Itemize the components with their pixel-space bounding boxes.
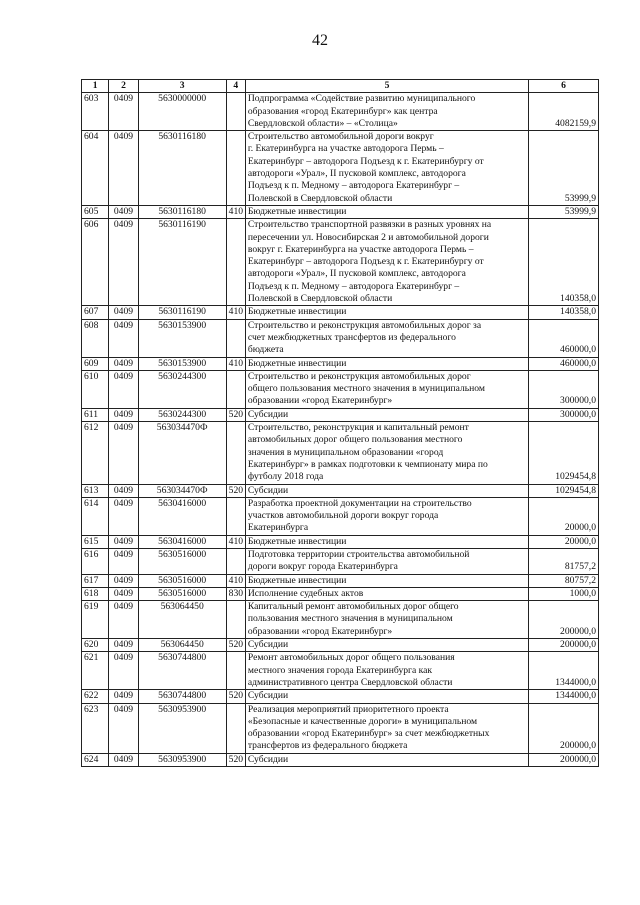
row-amount: 200000,0 [529,703,599,753]
row-description-line: Подготовка территории строительства автомобильной [247,548,470,560]
row-target-article-code: 563034470Ф [138,484,226,497]
row-amount: 1344000,0 [529,652,599,690]
row-expense-type-code: 410 [226,535,245,548]
table-row [82,639,599,652]
row-description [245,484,528,497]
row-number: 605 [82,205,109,218]
row-expense-type-code: 410 [226,306,245,319]
row-target-article-code: 5630516000 [138,587,226,600]
row-amount: 20000,0 [529,497,599,535]
row-description-line: Подъезд к п. Медному – автодорога Екатеринбург – [247,280,460,292]
row-section-code: 0409 [109,484,138,497]
row-amount: 200000,0 [529,639,599,652]
row-description-line: Подпрограмма «Содействие развитию муниципального [247,93,476,105]
table-row [82,319,599,357]
row-section-code: 0409 [109,131,138,206]
row-number: 618 [82,587,109,600]
row-description-line: участков автомобильной дороги вокруг города [247,510,439,522]
row-description-line: автомобильных дорог общего пользования местного [247,434,463,446]
row-amount: 140358,0 [529,219,599,306]
row-description [245,306,528,319]
row-target-article-code: 5630416000 [138,497,226,535]
row-description-line: образовании «город Екатеринбург» за счет межбюджетных [247,728,490,740]
row-description-line: Субсидии [247,690,289,702]
row-description [245,601,528,639]
row-target-article-code: 5630953900 [138,753,226,766]
row-description [245,408,528,421]
row-description-line: бюджета [247,344,284,356]
row-description-line: трансфертов из федерального бюджета [247,740,408,752]
header-col-5: 5 [245,80,528,93]
row-target-article-code: 5630516000 [138,574,226,587]
row-target-article-code: 5630744800 [138,690,226,703]
row-description-line: Бюджетные инвестиции [247,357,347,369]
row-section-code: 0409 [109,357,138,370]
row-target-article-code: 5630244300 [138,408,226,421]
row-expense-type-code [226,548,245,574]
budget-table [81,79,599,767]
table-row [82,574,599,587]
row-expense-type-code [226,703,245,753]
row-description [245,535,528,548]
row-expense-type-code: 830 [226,587,245,600]
row-description [245,219,528,306]
table-row [82,535,599,548]
row-description [245,131,528,206]
row-description [245,574,528,587]
table-row [82,205,599,218]
row-amount: 1029454,8 [529,422,599,484]
row-description-line: Субсидии [247,484,289,496]
row-description-line: Бюджетные инвестиции [247,205,347,217]
row-expense-type-code: 520 [226,690,245,703]
table-row [82,93,599,131]
row-description-line: Субсидии [247,753,289,765]
row-number: 611 [82,408,109,421]
row-description [245,652,528,690]
row-section-code: 0409 [109,601,138,639]
row-section-code: 0409 [109,548,138,574]
row-section-code: 0409 [109,652,138,690]
row-number: 616 [82,548,109,574]
row-description-line: Капитальный ремонт автомобильных дорог общего [247,601,459,613]
table-row [82,219,599,306]
row-description-line: Бюджетные инвестиции [247,535,347,547]
row-description-line: автодороги «Урал», II пусковой комплекс, автодорога [247,168,466,180]
row-amount: 140358,0 [529,306,599,319]
row-expense-type-code [226,319,245,357]
row-target-article-code: 5630116190 [138,219,226,306]
row-description-line: автодороги «Урал», II пусковой комплекс, автодорога [247,268,466,280]
table-row [82,690,599,703]
row-description-line: значения в муниципальном образовании «город [247,446,444,458]
row-amount: 200000,0 [529,601,599,639]
table-row [82,497,599,535]
row-description-line: Строительство и реконструкция автомобильных дорог [247,370,471,382]
row-description-line: Исполнение судебных актов [247,587,364,599]
row-section-code: 0409 [109,753,138,766]
row-target-article-code: 5630116190 [138,306,226,319]
row-expense-type-code [226,422,245,484]
row-amount: 460000,0 [529,357,599,370]
row-description-line: административного центра Свердловской области [247,676,453,688]
row-target-article-code: 563064450 [138,601,226,639]
row-section-code: 0409 [109,497,138,535]
row-description [245,753,528,766]
table-row [82,408,599,421]
row-number: 608 [82,319,109,357]
row-target-article-code: 5630153900 [138,357,226,370]
row-expense-type-code: 410 [226,205,245,218]
row-description-line: Екатеринбург – автодорога Подъезд к г. Екатеринбургу от [247,155,484,167]
row-description-line: Екатеринбург» в рамках подготовки к чемпионату мира по [247,458,488,470]
row-target-article-code: 563034470Ф [138,422,226,484]
row-description-line: Субсидии [247,408,289,420]
row-description-line: образовании «город Екатеринбург» [247,625,393,637]
table-row [82,753,599,766]
row-description [245,548,528,574]
table-row [82,306,599,319]
row-description-line: пользования местного значения в муниципальном [247,613,453,625]
row-number: 614 [82,497,109,535]
row-number: 609 [82,357,109,370]
row-target-article-code: 5630416000 [138,535,226,548]
row-number: 610 [82,370,109,408]
row-number: 613 [82,484,109,497]
row-description [245,422,528,484]
row-amount: 20000,0 [529,535,599,548]
row-description-line: Бюджетные инвестиции [247,574,347,586]
row-description [245,370,528,408]
row-description-line: Екатеринбург – автодорога Подъезд к г. Екатеринбургу от [247,256,484,268]
row-amount: 1344000,0 [529,690,599,703]
row-target-article-code: 5630116180 [138,205,226,218]
table-row [82,548,599,574]
row-number: 603 [82,93,109,131]
row-description-line: образования «город Екатеринбург» как центра [247,105,438,117]
row-number: 622 [82,690,109,703]
row-section-code: 0409 [109,306,138,319]
row-description [245,319,528,357]
row-target-article-code: 5630244300 [138,370,226,408]
header-col-3: 3 [138,80,226,93]
row-description [245,639,528,652]
page-number: 42 [312,32,328,49]
row-section-code: 0409 [109,408,138,421]
row-target-article-code: 5630153900 [138,319,226,357]
row-amount: 200000,0 [529,753,599,766]
row-target-article-code: 563064450 [138,639,226,652]
row-description-line: Полевской в Свердловской области [247,293,393,305]
row-description [245,497,528,535]
table-row [82,131,599,206]
row-target-article-code: 5630953900 [138,703,226,753]
row-description [245,93,528,131]
row-description-line: Строительство транспортной развязки в разных уровнях на [247,219,492,231]
table-row [82,703,599,753]
row-expense-type-code: 520 [226,408,245,421]
row-description-line: Реализация мероприятий приоритетного проекта [247,703,449,715]
row-description-line: г. Екатеринбурга на участке автодорога Пермь – [247,143,444,155]
row-amount: 460000,0 [529,319,599,357]
row-section-code: 0409 [109,93,138,131]
row-amount: 53999,9 [529,205,599,218]
row-number: 615 [82,535,109,548]
header-col-2: 2 [109,80,138,93]
row-section-code: 0409 [109,703,138,753]
row-expense-type-code [226,93,245,131]
row-number: 617 [82,574,109,587]
row-amount: 1000,0 [529,587,599,600]
table-row [82,484,599,497]
row-amount: 300000,0 [529,408,599,421]
row-expense-type-code: 410 [226,574,245,587]
row-section-code: 0409 [109,639,138,652]
row-expense-type-code [226,219,245,306]
row-description-line: Екатеринбурга [247,522,309,534]
row-number: 619 [82,601,109,639]
row-amount: 81757,2 [529,548,599,574]
row-section-code: 0409 [109,205,138,218]
row-description [245,587,528,600]
row-number: 620 [82,639,109,652]
table-row [82,357,599,370]
row-number: 606 [82,219,109,306]
row-target-article-code: 5630116180 [138,131,226,206]
row-expense-type-code [226,370,245,408]
row-description-line: Субсидии [247,639,289,651]
row-description-line: Разработка проектной документации на строительство [247,497,472,509]
row-description [245,205,528,218]
row-description-line: Строительство, реконструкция и капитальный ремонт [247,422,469,434]
row-section-code: 0409 [109,422,138,484]
row-description [245,357,528,370]
row-expense-type-code: 520 [226,639,245,652]
row-expense-type-code: 410 [226,357,245,370]
row-section-code: 0409 [109,690,138,703]
row-description [245,690,528,703]
row-target-article-code: 5630516000 [138,548,226,574]
table-body [82,93,599,767]
header-col-1: 1 [82,80,109,93]
row-section-code: 0409 [109,370,138,408]
header-col-6: 6 [529,80,599,93]
row-section-code: 0409 [109,535,138,548]
row-description-line: дороги вокруг города Екатеринбурга [247,561,398,573]
row-number: 621 [82,652,109,690]
row-description [245,703,528,753]
row-amount: 80757,2 [529,574,599,587]
header-col-4: 4 [226,80,245,93]
row-amount: 1029454,8 [529,484,599,497]
row-amount: 300000,0 [529,370,599,408]
row-expense-type-code: 520 [226,753,245,766]
row-description-line: общего пользования местного значения в муниципальном [247,383,485,395]
row-expense-type-code [226,601,245,639]
row-number: 607 [82,306,109,319]
row-description-line: Строительство автомобильной дороги вокруг [247,131,434,143]
row-description-line: Строительство и реконструкция автомобильных дорог за [247,319,482,331]
table-row [82,370,599,408]
row-target-article-code: 5630744800 [138,652,226,690]
row-target-article-code: 5630000000 [138,93,226,131]
table-row [82,587,599,600]
row-section-code: 0409 [109,587,138,600]
table-row [82,652,599,690]
row-amount: 53999,9 [529,131,599,206]
table-row [82,601,599,639]
row-description-line: вокруг г. Екатеринбурга на участке автодорога Пермь – [247,243,474,255]
row-number: 604 [82,131,109,206]
row-amount: 4082159,9 [529,93,599,131]
row-section-code: 0409 [109,574,138,587]
table-row [82,422,599,484]
row-description-line: «Безопасные и качественные дороги» в муниципальном [247,715,478,727]
row-expense-type-code [226,131,245,206]
row-expense-type-code [226,497,245,535]
row-section-code: 0409 [109,219,138,306]
row-description-line: образовании «город Екатеринбург» [247,395,393,407]
row-description-line: местного значения города Екатеринбурга как [247,664,433,676]
row-description-line: Бюджетные инвестиции [247,306,347,318]
row-number: 623 [82,703,109,753]
row-description-line: Ремонт автомобильных дорог общего пользования [247,652,455,664]
row-number: 624 [82,753,109,766]
row-expense-type-code: 520 [226,484,245,497]
table-header-row [82,80,599,93]
row-section-code: 0409 [109,319,138,357]
row-description-line: Подъезд к п. Медному – автодорога Екатеринбург – [247,180,460,192]
row-number: 612 [82,422,109,484]
row-description-line: Свердловской области» – «Столица» [247,117,398,129]
row-description-line: Полевской в Свердловской области [247,192,393,204]
row-description-line: футболу 2018 года [247,471,324,483]
row-expense-type-code [226,652,245,690]
row-description-line: счет межбюджетных трансфертов из федерального [247,331,456,343]
row-description-line: пересечении ул. Новосибирская 2 и автомобильной дороги [247,231,489,243]
